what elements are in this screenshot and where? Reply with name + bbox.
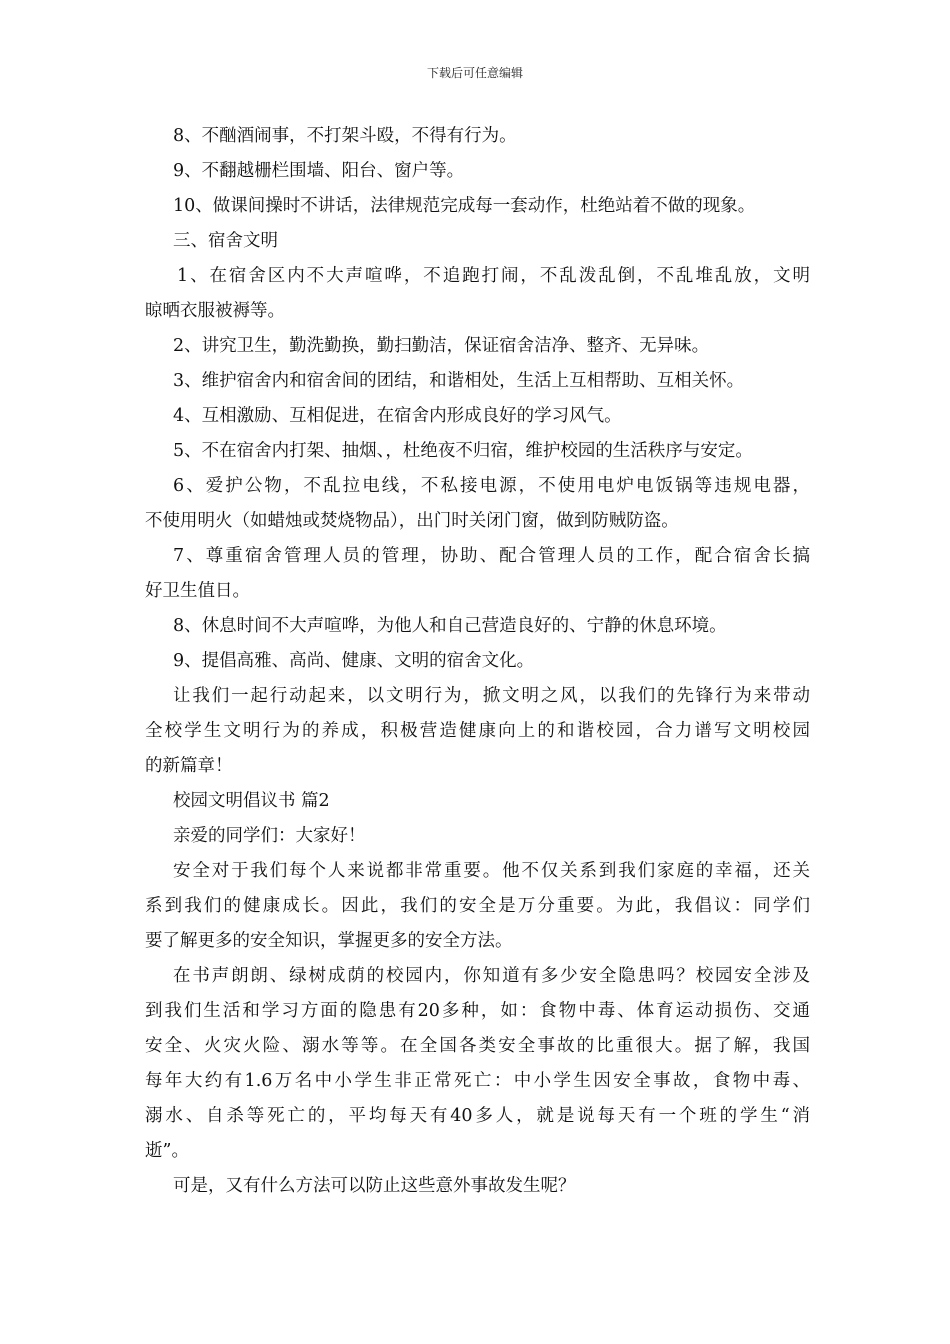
paragraph-line: 晾晒衣服被褥等。 xyxy=(145,301,285,321)
paragraph-line: 5、不在宿舍内打架、抽烟、，杜绝夜不归宿，维护校园的生活秩序与安定。 xyxy=(173,441,753,461)
paragraph-line: 8、休息时间不大声喧哗，为他人和自己营造良好的、宁静的休息环境。 xyxy=(173,616,727,636)
paragraph-line: 逝”。 xyxy=(145,1141,189,1161)
paragraph-line: 系到我们的健康成长。因此，我们的安全是万分重要。为此，我倡议：同学们 xyxy=(145,896,810,916)
paragraph-line: 9、不翻越栅栏围墙、阳台、窗户等。 xyxy=(173,161,465,181)
paragraph-line: 让我们一起行动起来，以文明行为，掀文明之风，以我们的先锋行为来带动 xyxy=(173,686,810,706)
paragraph-line: 8、不酗酒闹事，不打架斗殴，不得有行为。 xyxy=(173,126,517,146)
page-header: 下载后可任意编辑 xyxy=(426,66,523,80)
paragraph-line: 安全、火灾火险、溺水等等。在全国各类安全事故的比重很大。据了解，我国 xyxy=(145,1036,810,1056)
section-heading: 校园文明倡议书 篇2 xyxy=(173,791,330,811)
paragraph-line: 的新篇章！ xyxy=(145,756,233,776)
section-heading: 三、宿舍文明 xyxy=(173,231,278,251)
paragraph-line: 10、做课间操时不讲话，法律规范完成每一套动作，杜绝站着不做的现象。 xyxy=(173,196,756,216)
paragraph-line: 可是，又有什么方法可以防止这些意外事故发生呢？ xyxy=(173,1176,576,1196)
paragraph-line: 1、在宿舍区内不大声喧哗，不追跑打闹，不乱泼乱倒，不乱堆乱放，文明 xyxy=(177,266,810,286)
paragraph-line: 不使用明火（如蜡烛或焚烧物品），出门时关闭门窗，做到防贼防盗。 xyxy=(145,511,679,531)
paragraph-line: 7、尊重宿舍管理人员的管理，协助、配合管理人员的工作，配合宿舍长搞 xyxy=(173,546,810,566)
paragraph-line: 每年大约有1.6万名中小学生非正常死亡：中小学生因安全事故，食物中毒、 xyxy=(145,1071,810,1091)
paragraph-line: 到我们生活和学习方面的隐患有20多种，如：食物中毒、体育运动损伤、交通 xyxy=(145,1001,810,1021)
paragraph-line: 全校学生文明行为的养成，积极营造健康向上的和谐校园，合力谱写文明校园 xyxy=(145,721,810,741)
paragraph-line: 9、提倡高雅、高尚、健康、文明的宿舍文化。 xyxy=(173,651,535,671)
document-body xyxy=(145,119,810,1204)
paragraph-line: 在书声朗朗、绿树成荫的校园内，你知道有多少安全隐患吗？校园安全涉及 xyxy=(173,966,810,986)
paragraph-line: 亲爱的同学们：大家好！ xyxy=(173,826,366,846)
paragraph-line: 4、互相激励、互相促进，在宿舍内形成良好的学习风气。 xyxy=(173,406,622,426)
paragraph-line: 好卫生值日。 xyxy=(145,581,250,601)
paragraph-line: 安全对于我们每个人来说都非常重要。他不仅关系到我们家庭的幸福，还关 xyxy=(173,861,810,881)
paragraph-line: 2、讲究卫生，勤洗勤换，勤扫勤洁，保证宿舍洁净、整齐、无异味。 xyxy=(173,336,710,356)
paragraph-line: 溺水、自杀等死亡的，平均每天有40多人，就是说每天有一个班的学生“消 xyxy=(145,1106,810,1126)
paragraph-line: 6、爱护公物，不乱拉电线，不私接电源，不使用电炉电饭锅等违规电器， xyxy=(173,476,810,496)
paragraph-line: 要了解更多的安全知识，掌握更多的安全方法。 xyxy=(145,931,513,951)
paragraph-line: 3、维护宿舍内和宿舍间的团结，和谐相处，生活上互相帮助、互相关怀。 xyxy=(173,371,745,391)
